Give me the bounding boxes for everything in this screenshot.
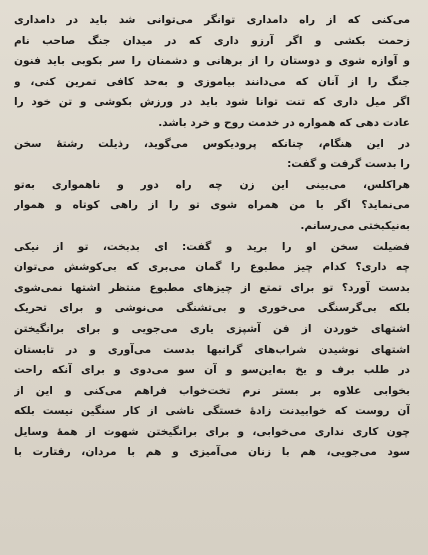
text-line: سود می‌جویی، هم با زنان می‌آمیزی و هم با مردان، رفتارت با (14, 446, 410, 459)
text-line: هراکلس، می‌بینی این زن چه راه دور و ناهمواری به‌تو (14, 178, 410, 191)
text-line: می‌کنی که از راه دامداری توانگر می‌توانی شد باید در دامداری (14, 14, 410, 26)
paragraph-1 (14, 10, 410, 134)
text-line: چه داری؟ کدام چیز مطبوع را گمان می‌بری که بی‌کوشش می‌توان (14, 261, 410, 274)
text-line: جنگ را از آنان که می‌دانند بیاموزی و به‌حد کافی تمرین کنی، و (14, 75, 410, 88)
text-line: اشتهای خوردن از فن آشپزی یاری می‌جویی و برای برانگیختن (14, 322, 410, 335)
text-line: در این هنگام، چنانکه پرودیکوس می‌گوید، رذیلت رشتهٔ سخن (14, 137, 410, 150)
text-line: بدست آورد؟ تو برای تمتع از چیزهای مطبوع منتظر اشتها نمی‌شوی (14, 281, 410, 294)
text-line: زحمت بکشی و اگر آرزو داری که در میدان جنگ صاحب نام (14, 34, 410, 47)
text-line: فضیلت سخن او را برید و گفت: ای بدبخت، تو از نیکی (14, 240, 410, 253)
text-line: را بدست گرفت و گفت: (287, 158, 410, 171)
text-line: بخوابی علاوه بر بستر نرم تخت‌خواب فراهم می‌کنی و این از (14, 384, 410, 397)
text-line: به‌نیکبختی می‌رسانم. (300, 219, 410, 232)
text-line: و آوازه شوی و دوستان را از برهانی و دشمنان را سر بکوبی باید فنون (14, 55, 410, 68)
paragraph-3 (14, 175, 410, 237)
paragraph-2 (14, 134, 410, 175)
text-line: چون کاری نداری می‌خوابی، و برای برانگیختن شهوت از همهٔ وسایل (14, 425, 410, 438)
text-line: اگر میل داری که تنت توانا شود باید در ورزش بکوشی و تن خود را (14, 96, 410, 109)
text-line: آن روست که خوابیدنت زادهٔ خستگی ناشی از کار سنگین نیست بلکه (14, 405, 410, 418)
text-line: عادت دهی که همواره در خدمت روح و خرد باشد. (158, 116, 410, 129)
paragraph-4 (14, 237, 410, 464)
text-line: اشتهای نوشیدن شراب‌های گرانبها بدست می‌آوری و در تابستان (14, 343, 410, 356)
text-line: در طلب برف و یخ به‌این‌سو و آن سو می‌دوی و برای آنکه راحت (14, 364, 410, 377)
text-line: می‌نماید؟ اگر با من همراه شوی تو را از راهی کوتاه و هموار (14, 199, 410, 212)
text-line: بلکه بی‌گرسنگی می‌خوری و بی‌تشنگی می‌نوشی و برای تحریک (14, 302, 410, 315)
